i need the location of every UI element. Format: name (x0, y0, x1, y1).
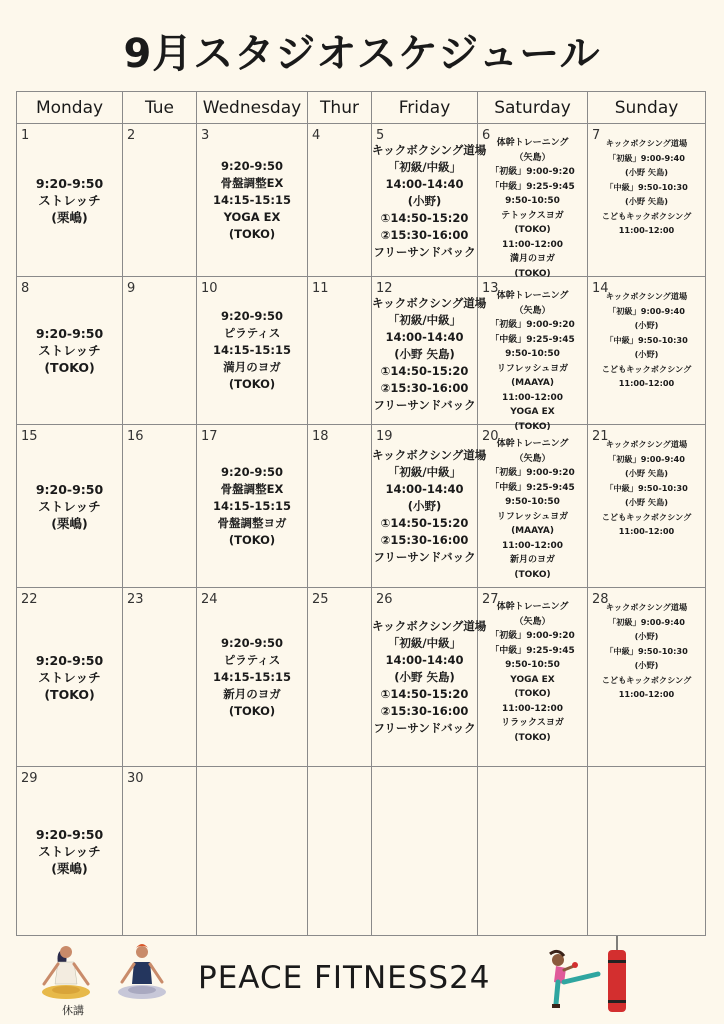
day-cell (478, 767, 588, 936)
day-cell (372, 767, 478, 936)
schedule-calendar (16, 91, 706, 936)
day-number: 17 (201, 429, 218, 444)
weekday-header: Monday (17, 92, 123, 124)
day-number: 9 (127, 281, 136, 296)
day-number: 25 (312, 592, 329, 607)
holiday-note: 休講 (62, 1004, 84, 1017)
class-schedule: 9:20-9:50 ストレッチ (TOKO) (35, 326, 104, 375)
day-number: 12 (376, 281, 393, 296)
day-cell (588, 277, 706, 425)
day-number: 4 (312, 128, 321, 143)
day-number: 19 (376, 429, 393, 444)
page-title: 9月スタジオスケジュール (123, 31, 601, 77)
yoga-person-icon (108, 940, 176, 1010)
day-cell (308, 425, 372, 588)
week-row (17, 588, 706, 767)
day-cell (197, 425, 308, 588)
day-number: 21 (592, 429, 609, 444)
day-number: 3 (201, 128, 210, 143)
class-schedule: 体幹トレーニング （矢島） 「初級」9:00-9:20 「中級」9:25-9:45 9:50-10:50 YOGA EX (TOKO) 11:00-12:00 リラックスヨガ (TOKO) (490, 602, 575, 743)
weekday-header: Thur (308, 92, 372, 124)
class-schedule: 9:20-9:50 ピラティス 14:15-15:15 新月のヨガ (TOKO) (213, 635, 291, 718)
day-cell (197, 124, 308, 277)
class-schedule: 9:20-9:50 ストレッチ (栗嶋) (35, 826, 104, 876)
weekday-header: Saturday (478, 92, 588, 124)
day-cell (308, 277, 372, 425)
day-number: 15 (21, 429, 38, 444)
day-cell (308, 767, 372, 936)
day-number: 10 (201, 281, 218, 296)
kickboxer-icon (544, 948, 604, 1014)
week-row (17, 425, 706, 588)
weekday-header: Wednesday (197, 92, 308, 124)
day-cell (588, 425, 706, 588)
class-schedule: 9:20-9:50 骨盤調整EX 14:15-15:15 YOGA EX (TOKO) (213, 158, 291, 241)
yoga-people-icon (34, 940, 114, 1010)
day-cell (197, 277, 308, 425)
day-cell (588, 588, 706, 767)
class-schedule: キックボクシング道場 「初級/中級」 14:00-14:40 (小野 矢島) ①14:50-15:20 ②15:30-16:00 フリーサンドバック (372, 618, 487, 735)
day-number: 16 (127, 429, 144, 444)
day-number: 20 (482, 429, 499, 444)
class-schedule: キックボクシング道場 「初級」9:00-9:40 (小野 矢島) 「中級」9:50-10:30 (小野 矢島) こどもキックボクシング 11:00-12:00 (601, 439, 692, 536)
day-number: 7 (592, 128, 601, 143)
day-cell (17, 277, 123, 425)
day-cell (372, 588, 487, 767)
class-schedule: 9:20-9:50 骨盤調整EX 14:15-15:15 骨盤調整ヨガ (TOKO) (213, 464, 291, 547)
brand-name: PEACE FITNESS24 (198, 960, 491, 996)
day-cell (17, 588, 123, 767)
week-row (17, 767, 706, 936)
day-cell (308, 124, 372, 277)
day-cell (478, 124, 588, 277)
day-number: 24 (201, 592, 218, 607)
day-number: 13 (482, 281, 499, 296)
day-number: 29 (21, 771, 38, 786)
week-row (17, 277, 706, 425)
day-cell (123, 425, 197, 588)
weekday-header: Sunday (588, 92, 706, 124)
day-cell (588, 767, 706, 936)
day-cell (197, 767, 308, 936)
day-number: 5 (376, 128, 385, 143)
day-cell (478, 425, 588, 588)
class-schedule: 体幹トレーニング （矢島） 「初級」9:00-9:20 「中級」9:25-9:45 9:50-10:50 リフレッシュヨガ (MAAYA) 11:00-12:00 YOGA EX (TOKO) (490, 291, 575, 432)
day-number: 26 (376, 592, 393, 607)
weekday-header: Tue (123, 92, 197, 124)
day-number: 14 (592, 281, 609, 296)
class-schedule: キックボクシング道場 「初級」9:00-9:40 (小野 矢島) 「中級」9:50-10:30 (小野 矢島) こどもキックボクシング 11:00-12:00 (601, 138, 692, 235)
class-schedule: キックボクシング道場 「初級」9:00-9:40 (小野) 「中級」9:50-10:30 (小野) こどもキックボクシング 11:00-12:00 (601, 602, 692, 699)
day-cell (478, 588, 588, 767)
class-schedule: キックボクシング道場 「初級/中級」 14:00-14:40 (小野) ①14:50-15:20 ②15:30-16:00 フリーサンドバック (372, 447, 487, 564)
day-number: 6 (482, 128, 491, 143)
day-cell (588, 124, 706, 277)
day-number: 22 (21, 592, 38, 607)
day-cell (308, 588, 372, 767)
day-cell (123, 277, 197, 425)
day-number: 2 (127, 128, 136, 143)
weekday-header-row (17, 92, 706, 124)
class-schedule: 9:20-9:50 ストレッチ (TOKO) (35, 652, 104, 702)
day-number: 18 (312, 429, 329, 444)
class-schedule: キックボクシング道場 「初級/中級」 14:00-14:40 (小野) ①14:50-15:20 ②15:30-16:00 フリーサンドバック (372, 143, 487, 259)
day-number: 28 (592, 592, 609, 607)
day-cell (123, 767, 197, 936)
class-schedule: 9:20-9:50 ピラティス 14:15-15:15 満月のヨガ (TOKO) (213, 309, 291, 391)
day-cell (197, 588, 308, 767)
day-cell (372, 425, 487, 588)
day-number: 11 (312, 281, 329, 296)
class-schedule: 9:20-9:50 ストレッチ (栗嶋) (35, 175, 104, 225)
class-schedule: 体幹トレーニング （矢島） 「初級」9:00-9:20 「中級」9:25-9:45 9:50-10:50 テトックスヨガ (TOKO) 11:00-12:00 満月のヨガ (TOKO) (490, 138, 575, 279)
day-cell (123, 588, 197, 767)
day-cell (123, 124, 197, 277)
weekday-header: Friday (372, 92, 478, 124)
week-row (17, 124, 706, 277)
day-number: 1 (21, 128, 30, 143)
day-number: 23 (127, 592, 144, 607)
day-cell (17, 124, 123, 277)
day-cell (372, 277, 487, 425)
class-schedule: キックボクシング道場 「初級/中級」 14:00-14:40 (小野 矢島) ①14:50-15:20 ②15:30-16:00 フリーサンドバック (372, 296, 487, 412)
class-schedule: 9:20-9:50 ストレッチ (栗嶋) (35, 481, 104, 531)
day-number: 8 (21, 281, 30, 296)
day-cell (17, 425, 123, 588)
day-cell (372, 124, 487, 277)
day-cell (478, 277, 588, 432)
punching-bag-icon (604, 936, 630, 1016)
day-cell (17, 767, 123, 936)
day-number: 30 (127, 771, 144, 786)
class-schedule: 体幹トレーニング （矢島） 「初級」9:00-9:20 「中級」9:25-9:45 9:50-10:50 リフレッシュヨガ (MAAYA) 11:00-12:00 新月のヨガ (TOKO) (490, 439, 575, 580)
class-schedule: キックボクシング道場 「初級」9:00-9:40 (小野) 「中級」9:50-10:30 (小野) こどもキックボクシング 11:00-12:00 (601, 291, 692, 388)
day-number: 27 (482, 592, 499, 607)
